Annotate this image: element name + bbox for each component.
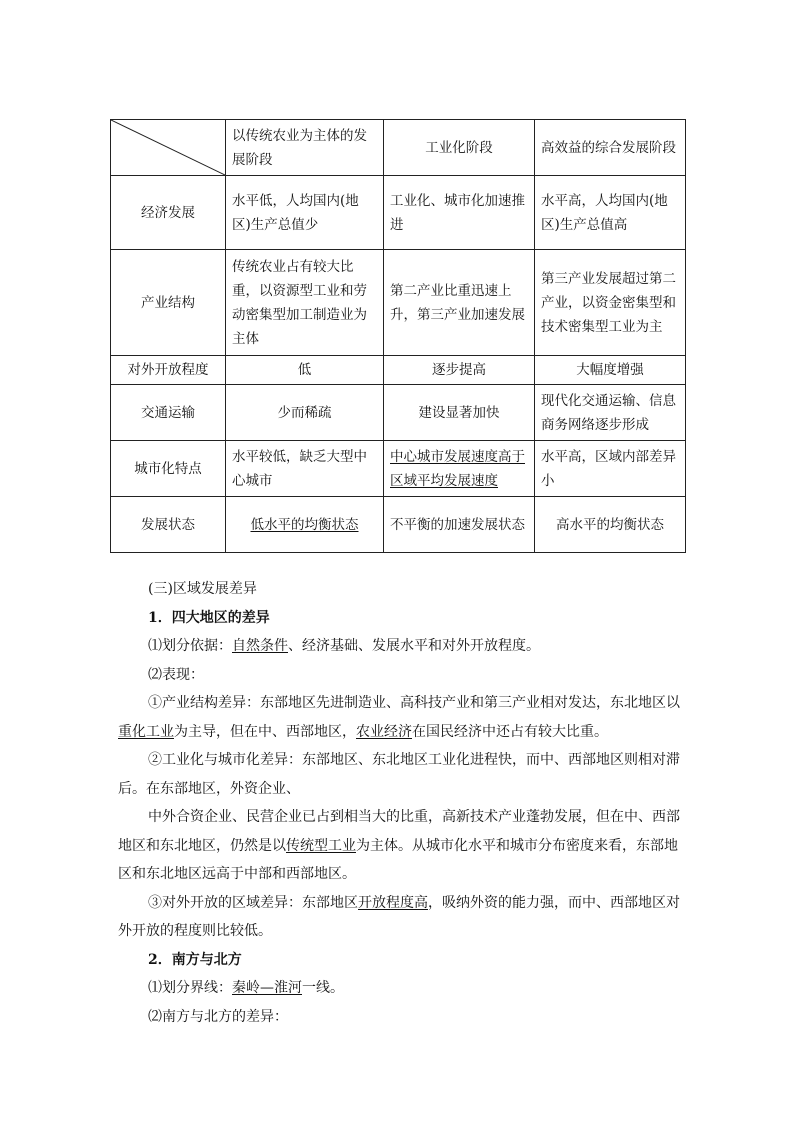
row-label: 经济发展 [111, 176, 226, 250]
table-cell: 传统农业占有较大比重，以资源型工业和劳动密集型加工制造业为主体 [226, 250, 384, 356]
development-stage-table [110, 119, 686, 553]
paragraph [118, 803, 684, 889]
paragraph [118, 632, 684, 661]
paragraph: ⑵南方与北方的差异： [148, 1008, 288, 1025]
table-cell: 逐步提高 [384, 356, 535, 385]
underlined-text: 重化工业 [118, 723, 174, 740]
subsection-heading: 2．南方与北方 [148, 951, 242, 968]
diagonal-header-cell [111, 120, 226, 176]
table-row [111, 176, 686, 250]
row-label: 交通运输 [111, 385, 226, 441]
table-cell: 第二产业比重迅速上升，第三产业加速发展 [384, 250, 535, 356]
text-run: 在国民经济中还占有较大比重。 [412, 723, 608, 740]
table-row [111, 385, 686, 441]
underlined-text: 秦岭—淮河 [232, 980, 302, 996]
table-cell: 水平较低，缺乏大型中心城市 [226, 441, 384, 497]
underlined-text: 农业经济 [356, 723, 412, 740]
paragraph [118, 889, 684, 946]
underlined-text: 自然条件 [232, 638, 288, 654]
underlined-text: 传统型工业 [286, 837, 356, 854]
table-row [111, 250, 686, 356]
table-cell: 水平高，区域内部差异小 [535, 441, 686, 497]
table-cell: 工业化、城市化加速推进 [384, 176, 535, 250]
table-cell: 第三产业发展超过第二产业，以资金密集型和技术密集型工业为主 [535, 250, 686, 356]
table-cell: 大幅度增强 [535, 356, 686, 385]
text-run: ⑴划分界线： [148, 980, 232, 996]
table-cell: 建设显著加快 [384, 385, 535, 441]
text-run: 为主导，但在中、西部地区， [174, 723, 356, 740]
table-cell: 现代化交通运输、信息商务网络逐步形成 [535, 385, 686, 441]
header-stage-2: 工业化阶段 [384, 120, 535, 176]
table-row [111, 441, 686, 497]
paragraph [118, 689, 684, 746]
row-label: 城市化特点 [111, 441, 226, 497]
text-run: ⑴划分依据： [148, 638, 232, 654]
body-text [118, 575, 684, 1031]
table-cell: 高水平的均衡状态 [535, 497, 686, 553]
table-header-row [111, 120, 686, 176]
text-run: 、经济基础、发展水平和对外开放程度。 [288, 638, 540, 654]
paragraph: ②工业化与城市化差异：东部地区、东北地区工业化进程快，而中、西部地区则相对滞后。在东部地区，外资企业、 [118, 752, 680, 797]
underlined-text: 开放程度高 [358, 894, 428, 911]
table-cell: 水平低，人均国内(地区)生产总值少 [226, 176, 384, 250]
text-run: ③对外开放的区域差异：东部地区 [148, 894, 358, 911]
table-cell [226, 497, 384, 553]
underlined-text: 低水平的均衡状态 [250, 516, 359, 533]
text-run: ，吸纳外资的能力强，而中、西部地区对外开放的程度则比较低。 [118, 894, 680, 939]
subsection-heading: 1．四大地区的差异 [148, 609, 270, 626]
table-row [111, 497, 686, 553]
underlined-text: 中心城市发展速度高于区域平均发展速度 [390, 448, 525, 489]
row-label: 发展状态 [111, 497, 226, 553]
row-label: 对外开放程度 [111, 356, 226, 385]
row-label: 产业结构 [111, 250, 226, 356]
table-row [111, 356, 686, 385]
table-cell: 少而稀疏 [226, 385, 384, 441]
text-run: 中外合资企业、民营企业已占到相当大的比重，高新技术产业蓬勃发展，但在中、西部地区和东北地区，仍然是以 [118, 809, 680, 854]
text-run: 一线。 [302, 980, 344, 996]
section-heading: (三)区域发展差异 [148, 581, 257, 597]
text-run: 为主体。从城市化水平和城市分布密度来看，东部地区和东北地区远高于中部和西部地区。 [118, 837, 678, 882]
table-cell: 低 [226, 356, 384, 385]
table-cell: 水平高，人均国内(地区)生产总值高 [535, 176, 686, 250]
table-cell: 不平衡的加速发展状态 [384, 497, 535, 553]
paragraph [118, 974, 684, 1003]
header-stage-3: 高效益的综合发展阶段 [535, 120, 686, 176]
text-run: ①产业结构差异：东部地区先进制造业、高科技产业和第三产业相对发达，东北地区以 [148, 695, 680, 711]
paragraph: ⑵表现： [148, 666, 204, 683]
table-cell [384, 441, 535, 497]
header-stage-1: 以传统农业为主体的发展阶段 [226, 120, 384, 176]
